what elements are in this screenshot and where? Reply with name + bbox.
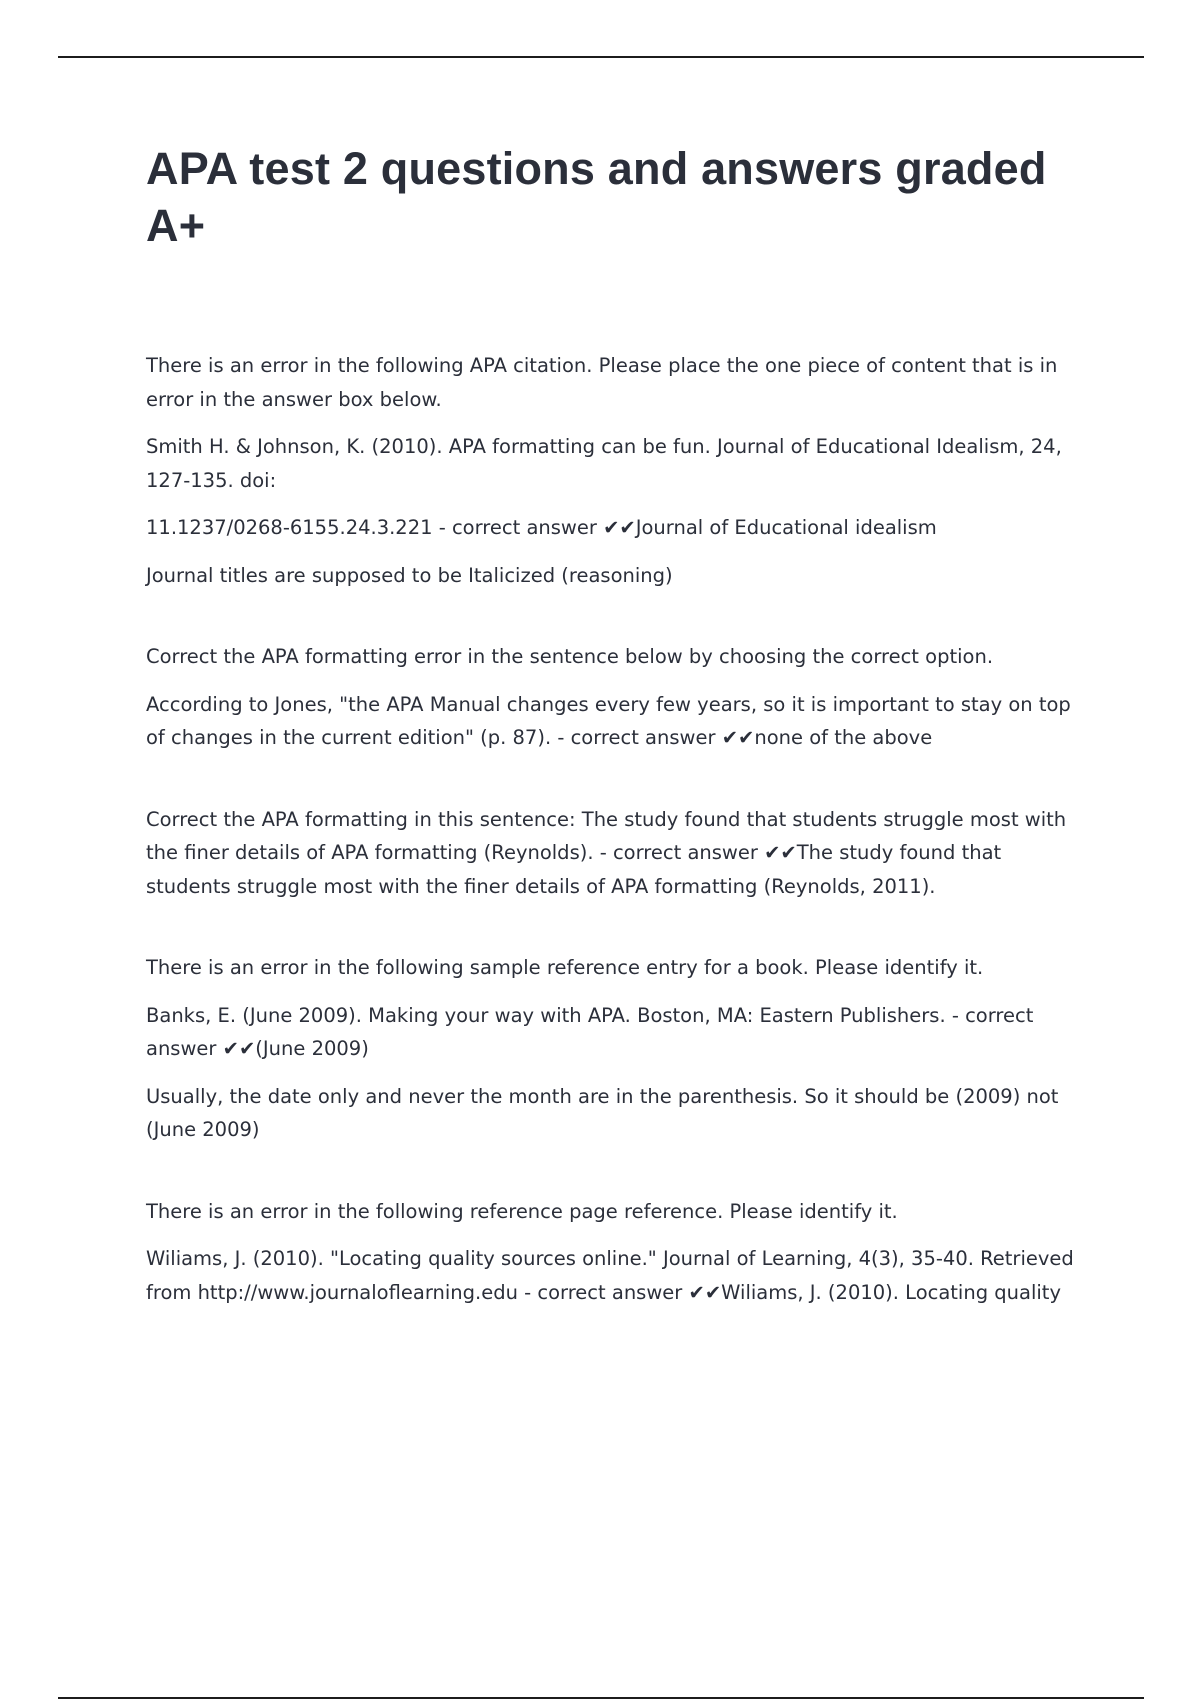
top-divider	[58, 56, 1144, 58]
qa-paragraph: According to Jones, "the APA Manual changes every few years, so it is important to stay on top of changes in the current edition" (p. 87). - correct answer ✔✔none of the above	[146, 692, 1071, 749]
qa-paragraph: Usually, the date only and never the month are in the parenthesis. So it should be (2009) not (June 2009)	[146, 1084, 1059, 1141]
qa-paragraph: Journal titles are supposed to be Italicized (reasoning)	[146, 563, 673, 587]
qa-block-1	[146, 349, 1092, 592]
qa-block-2	[146, 640, 1092, 755]
bottom-divider	[58, 1697, 1144, 1699]
qa-block-5	[146, 1195, 1092, 1310]
qa-paragraph: Banks, E. (June 2009). Making your way with APA. Boston, MA: Eastern Publishers. - correct answer ✔✔(June 2009)	[146, 1003, 1034, 1060]
qa-list	[146, 349, 1092, 1309]
qa-paragraph: Wiliams, J. (2010). "Locating quality sources online." Journal of Learning, 4(3), 35-40. Retrieved from http://www.journaloflearning.edu - correct answer ✔✔Wiliams, J. (2010). Locating quality	[146, 1247, 1074, 1304]
qa-paragraph: Smith H. & Johnson, K. (2010). APA formatting can be fun. Journal of Educational Idealism, 24, 127-135. doi:	[146, 435, 1062, 492]
qa-paragraph: There is an error in the following sample reference entry for a book. Please identify it.	[146, 956, 984, 979]
qa-paragraph: 11.1237/0268-6155.24.3.221 - correct answer ✔✔Journal of Educational idealism	[146, 516, 937, 539]
qa-paragraph: There is an error in the following reference page reference. Please identify it.	[146, 1199, 898, 1223]
qa-block-4	[146, 951, 1092, 1147]
qa-paragraph: Correct the APA formatting in this sentence: The study found that students struggle most with the finer details of APA formatting (Reynolds). - correct answer ✔✔The study found that students struggle most with the finer details of APA formatting (Reynolds, 2011).	[146, 807, 1067, 898]
qa-block-3	[146, 803, 1092, 904]
qa-paragraph: There is an error in the following APA citation. Please place the one piece of content that is in error in the answer box below.	[146, 354, 1058, 411]
document-page	[146, 140, 1092, 1357]
qa-paragraph: Correct the APA formatting error in the sentence below by choosing the correct option.	[146, 645, 994, 668]
page-title: APA test 2 questions and answers graded A+	[146, 143, 1047, 251]
